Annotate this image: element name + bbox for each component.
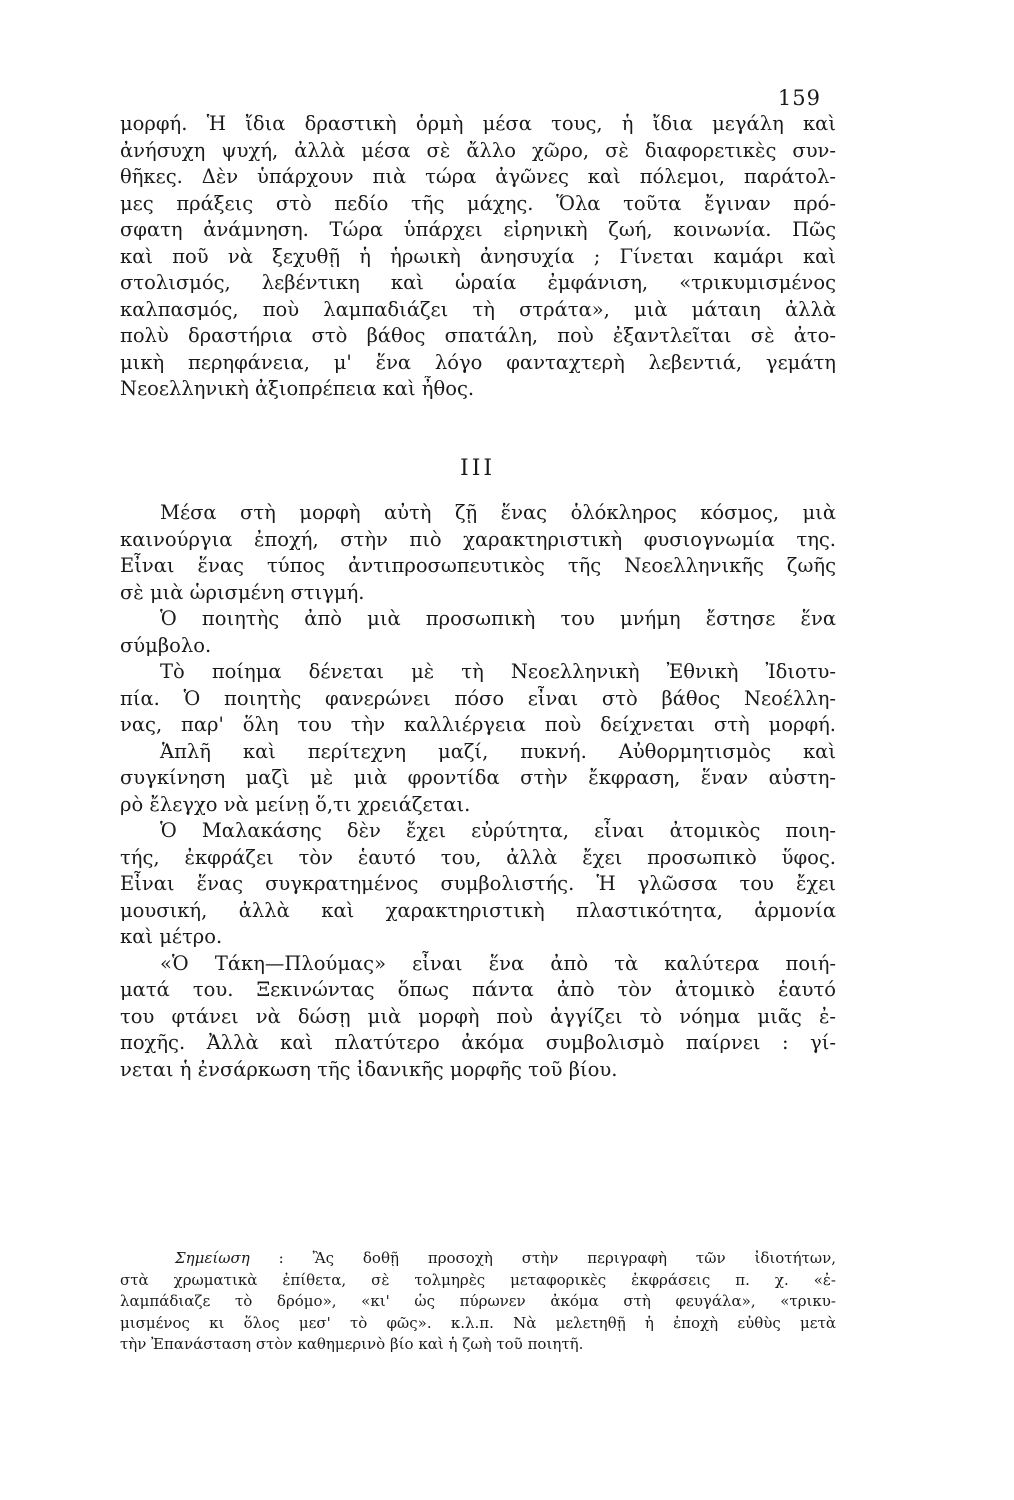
text-line: Ὁ Μαλακάσης δὲν ἔχει εὐρύτητα, εἶναι ἀτομικὸς ποιη-	[160, 819, 836, 842]
footnote-text: : Ἂς δοθῇ προσοχὴ στὴν περιγραφὴ τῶν ἰδιοτήτων,	[278, 1249, 836, 1267]
text-line: καλπασμός, ποὺ λαμπαδιάζει τὴ στράτα», μιὰ μάταιη ἀλλὰ	[120, 297, 836, 321]
footnote-line: στὰ χρωματικὰ ἐπίθετα, σὲ τολμηρὲς μεταφορικὲς ἐκφράσεις π. χ. «ἐ-	[120, 1270, 836, 1289]
text-line: Ὁ ποιητὴς ἀπὸ μιὰ προσωπικὴ του μνήμη ἔστησε ἕνα	[160, 607, 836, 630]
text-line: Μέσα στὴ μορφὴ αὐτὴ ζῇ ἕνας ὁλόκληρος κόσμος, μιὰ	[160, 501, 836, 524]
text-line: πολὺ δραστήρια στὸ βάθος σπατάλη, ποὺ ἐξαντλεῖται σὲ ἀτο-	[120, 324, 836, 347]
text-line: «Ὁ Τάκη—Πλούμας» εἶναι ἕνα ἀπὸ τὰ καλύτερα ποιή-	[160, 951, 836, 975]
text-line: στολισμός, λεβέντικη καὶ ὡραία ἐμφάνιση, «τρικυμισμένος	[120, 271, 836, 294]
text-line: καὶ ποῦ νὰ ξεχυθῇ ἡ ἡρωικὴ ἀνησυχία ; Γίνεται καμάρι καὶ	[120, 244, 836, 268]
text-line: τής, ἐκφράζει τὸν ἑαυτό του, ἀλλὰ ἔχει προσωπικὸ ὕφος.	[120, 845, 836, 869]
text-line: θῆκες. Δὲν ὑπάρχουν πιὰ τώρα ἀγῶνες καὶ πόλεμοι, παράτολ-	[120, 165, 836, 188]
text-line: ρὸ ἔλεγχο νὰ μείνῃ ὅ,τι χρειάζεται.	[120, 792, 471, 816]
footnote-label: Σημείωση	[175, 1249, 250, 1267]
text-line: ἀνήσυχη ψυχή, ἀλλὰ μέσα σὲ ἄλλο χῶρο, σὲ διαφορετικὲς συν-	[120, 138, 836, 162]
section-heading: III	[460, 456, 496, 481]
body-text	[120, 500, 836, 1083]
text-line: σύμβολο.	[120, 633, 212, 657]
text-line: μουσική, ἀλλὰ καὶ χαρακτηριστικὴ πλαστικότητα, ἁρμονία	[120, 898, 836, 922]
text-line: Νεοελληνικὴ ἀξιοπρέπεια καὶ ἦθος.	[120, 377, 475, 400]
text-line: ματά του. Ξεκινώντας ὅπως πάντα ἀπὸ τὸν ἀτομικὸ ἑαυτό	[120, 978, 836, 1001]
text-line: Τὸ ποίημα δένεται μὲ τὴ Νεοελληνικὴ Ἐθνικὴ Ἰδιοτυ-	[160, 660, 836, 683]
text-line: Εἶναι ἕνας τύπος ἀντιπροσωπευτικὸς τῆς Νεοελληνικῆς ζωῆς	[120, 554, 836, 577]
text-line: ποχῆς. Ἀλλὰ καὶ πλατύτερο ἀκόμα συμβολισμὸ παίρνει : γί-	[120, 1031, 836, 1054]
text-line: Ἁπλῆ καὶ περίτεχνη μαζί, πυκνή. Αὐθορμητισμὸς καὶ	[160, 739, 836, 763]
footnote	[120, 1248, 836, 1356]
footnote-line: μισμένος κι ὅλος μεσ' τὸ φῶς». κ.λ.π. Νὰ μελετηθῇ ἡ ἐποχὴ εὐθὺς μετὰ	[120, 1313, 836, 1332]
text-line: μικὴ περηφάνεια, μ' ἕνα λόγο φανταχτερὴ λεβεντιά, γεμάτη	[120, 350, 836, 374]
footnote-line: λαμπάδιαζε τὸ δρόμο», «κι' ὡς πύρωνεν ἀκόμα στὴ φευγάλα», «τρικυ-	[120, 1292, 836, 1310]
text-line: Εἶναι ἕνας συγκρατημένος συμβολιστής. Ἡ γλῶσσα του ἔχει	[120, 872, 836, 895]
footnote-line: τὴν Ἐπανάσταση στὸν καθημερινὸ βίο καὶ ἡ ζωὴ τοῦ ποιητῆ.	[120, 1335, 584, 1353]
text-line: σὲ μιὰ ὡρισμένη στιγμή.	[120, 580, 365, 604]
text-line: νεται ἡ ἐνσάρκωση τῆς ἰδανικῆς μορφῆς τοῦ βίου.	[120, 1057, 618, 1081]
text-line: μες πράξεις στὸ πεδίο τῆς μάχης. Ὅλα τοῦτα ἔγιναν πρό-	[120, 191, 836, 215]
text-line: καὶ μέτρο.	[120, 925, 223, 948]
page-number: 159	[777, 86, 821, 110]
footnote-line	[120, 1248, 836, 1270]
text-line: μορφή. Ἡ ἴδια δραστικὴ ὁρμὴ μέσα τους, ἡ ἴδια μεγάλη καὶ	[120, 112, 836, 135]
text-line: πία. Ὁ ποιητὴς φανερώνει πόσο εἶναι στὸ βάθος Νεοέλλη-	[120, 686, 836, 710]
text-line: σφατη ἀνάμνηση. Τώρα ὑπάρχει εἰρηνικὴ ζωή, κοινωνία. Πῶς	[120, 218, 836, 241]
text-line: συγκίνηση μαζὶ μὲ μιὰ φροντίδα στὴν ἔκφραση, ἕναν αὐστη-	[120, 766, 836, 789]
text-line: νας, παρ' ὅλη του τὴν καλλιέργεια ποὺ δείχνεται στὴ μορφή.	[120, 713, 836, 736]
paragraph-continued	[120, 111, 836, 403]
text-line: του φτάνει νὰ δώσῃ μιὰ μορφὴ ποὺ ἀγγίζει τὸ νόημα μιᾶς ἐ-	[120, 1004, 836, 1028]
text-line: καινούργια ἐποχή, στὴν πιὸ χαρακτηριστικὴ φυσιογνωμία της.	[120, 527, 836, 551]
